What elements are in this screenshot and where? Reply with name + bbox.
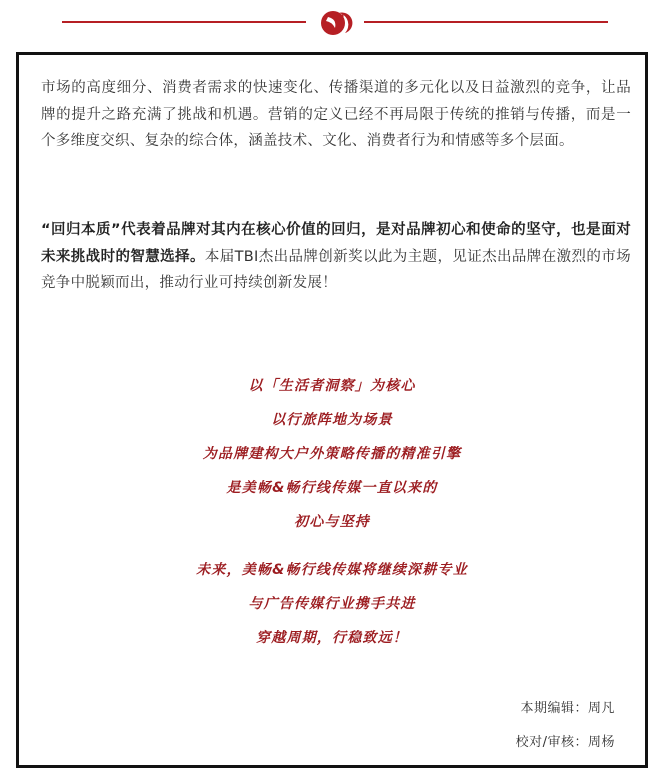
divider-line-left: [62, 21, 306, 23]
credit-reviewer: 校对/审核：周杨: [515, 735, 615, 750]
slogan-line: 穿越周期，行稳致远！: [256, 630, 408, 646]
slogan-line: 初心与坚持: [294, 514, 370, 530]
slogan-line: 以「生活者洞察」为核心: [248, 378, 416, 394]
content-frame: [16, 52, 648, 768]
red-circle-emblem-icon: [315, 8, 355, 38]
intro-paragraph-1: 市场的高度细分、消费者需求的快速变化、传播渠道的多元化以及日益激烈的竞争，让品牌的提升之路充满了挑战和机遇。营销的定义已经不再局限于传统的推销与传播，而是一个多维度交织、复杂的综合体，涵盖技术、文化、消费者行为和情感等多个层面。: [41, 80, 631, 149]
slogan-line: 与广告传媒行业携手共进: [248, 596, 416, 612]
slogan-line: 未来，美畅&畅行线传媒将继续深耕专业: [196, 562, 468, 578]
credit-editor: 本期编辑：周凡: [520, 701, 615, 716]
slogan-line: 是美畅&畅行线传媒一直以来的: [226, 480, 438, 496]
divider-line-right: [364, 21, 608, 23]
slogan-line: 以行旅阵地为场景: [271, 412, 393, 428]
intro-paragraph-2-rest: 本届TBI杰出品牌创新奖以此为主题，见证杰出品牌在激烈的市场竞争中脱颖而出，推动行业可持续创新发展！: [41, 248, 631, 291]
intro-paragraph-2: [41, 217, 631, 297]
intro-paragraph-2-bold: “回归本质”代表着品牌对其内在核心价值的回归，是对品牌初心和使命的坚守，也是面对未来挑战时的智慧选择。: [41, 222, 631, 265]
header-divider: [0, 0, 670, 44]
slogan-line: 为品牌建构大户外策略传播的精准引擎: [202, 446, 462, 462]
